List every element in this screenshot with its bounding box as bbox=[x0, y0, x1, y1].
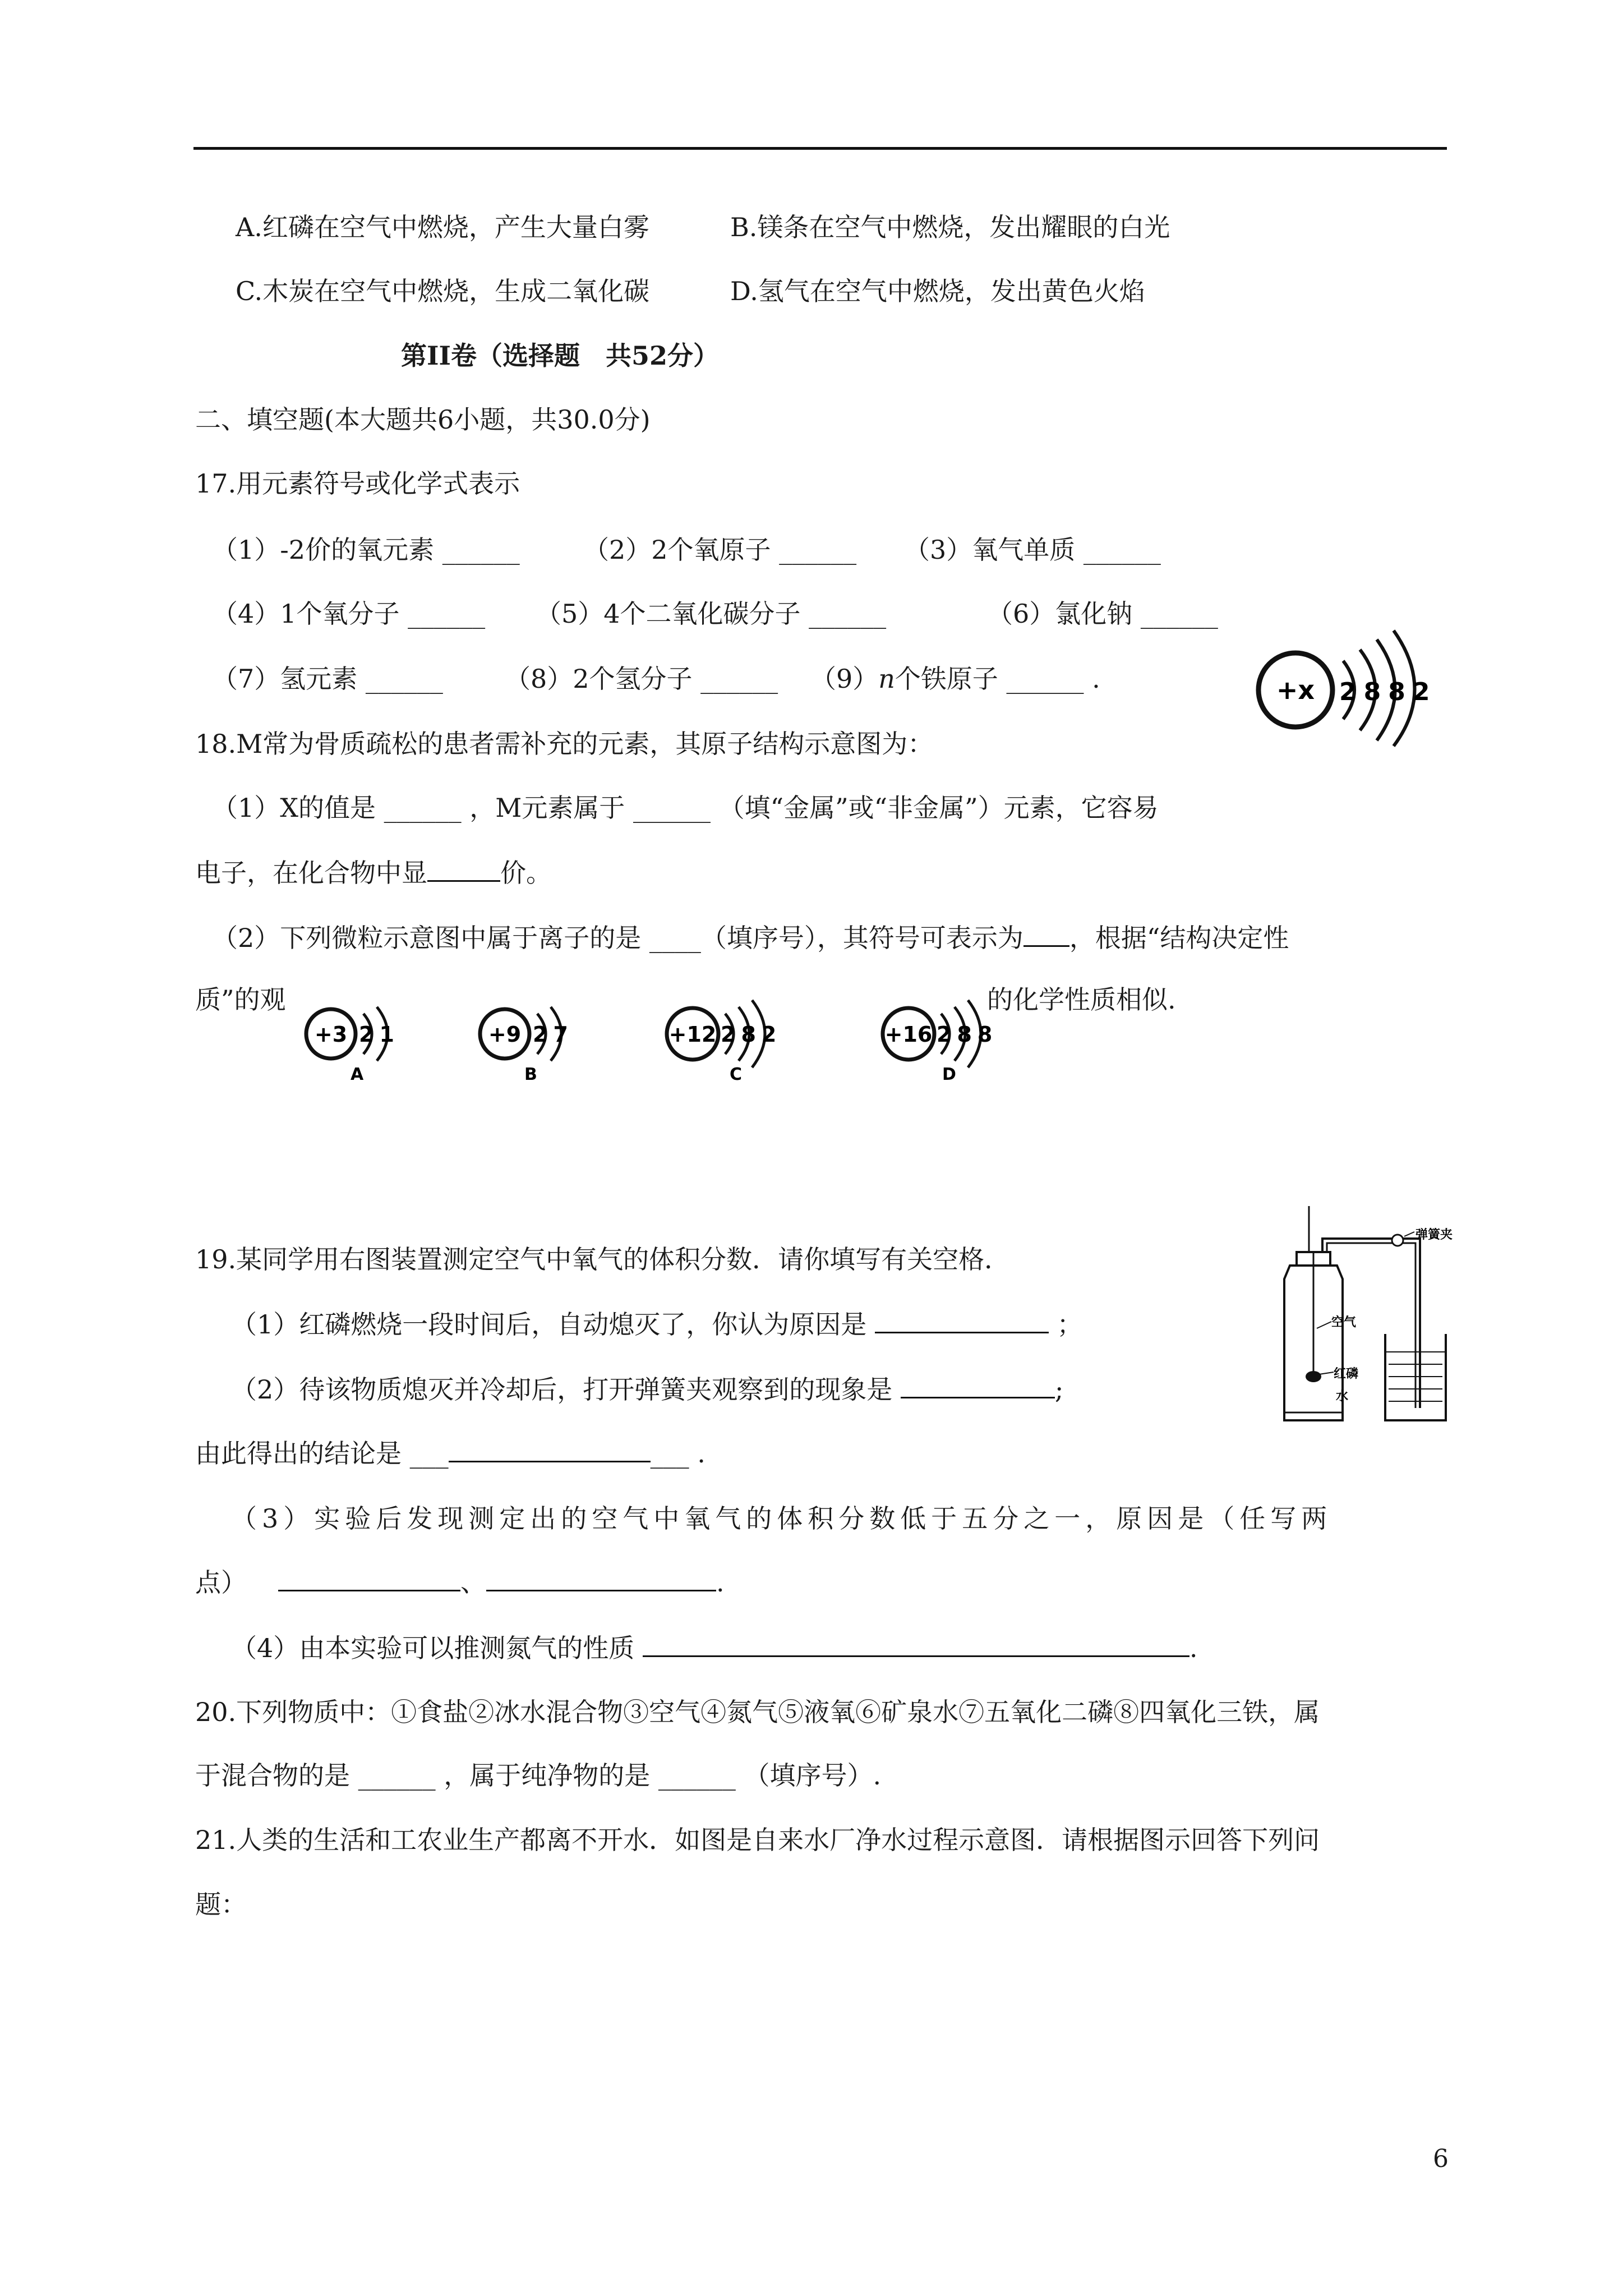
particle-d-nucleus: +16 bbox=[884, 1022, 933, 1047]
q19-part3-line1: （3）实验后发现测定出的空气中氧气的体积分数低于五分之一，原因是（任写两 bbox=[231, 1503, 1332, 1534]
label-red-phosphorus: 红磷 bbox=[1334, 1367, 1359, 1381]
q17-item-3: （3）氧气单质 ______ bbox=[904, 535, 1161, 565]
q19-part2: （2）待该物质熄灭并冷却后，打开弹簧夹观察到的现象是 ; bbox=[231, 1372, 1063, 1406]
q16-option-b: B.镁条在空气中燃烧，发出耀眼的白光 bbox=[730, 212, 1170, 242]
q21-line2: 题： bbox=[195, 1889, 247, 1920]
header-rule bbox=[193, 147, 1447, 150]
q19-part4: （4）由本实验可以推测氮气的性质 . bbox=[231, 1631, 1198, 1665]
particle-a-shells: 21 bbox=[359, 1022, 400, 1047]
q19-cause-1-blank[interactable] bbox=[278, 1565, 460, 1591]
particle-b-nucleus: +9 bbox=[488, 1022, 522, 1047]
particle-d-label: D bbox=[942, 1065, 956, 1084]
q16-option-a: A.红磷在空气中燃烧，产生大量白雾 bbox=[236, 212, 649, 242]
q19-stem: 19.某同学用右图装置测定空气中氧气的体积分数．请你填写有关空格． bbox=[195, 1244, 1011, 1274]
particle-a-label: A bbox=[351, 1065, 364, 1084]
q17-item-6: （6）氯化钠 ______ bbox=[987, 599, 1218, 629]
particle-d-shells: 288 bbox=[937, 1022, 998, 1047]
q20-line2: 于混合物的是 ______ ，属于纯净物的是 ______ （填序号）. bbox=[195, 1760, 882, 1791]
particle-a bbox=[297, 996, 409, 1085]
particle-c-nucleus: +12 bbox=[668, 1022, 717, 1047]
q18-part1-line2: 电子，在化合物中显 价。 bbox=[195, 855, 552, 890]
q19-part1: （1）红磷燃烧一段时间后，自动熄灭了，你认为原因是 ； bbox=[231, 1307, 1083, 1341]
q18-part2-line2-left: 质”的观 bbox=[195, 984, 286, 1015]
q18-symbol-blank[interactable] bbox=[1023, 921, 1069, 947]
q18-part2-line1: （2）下列微粒示意图中属于离子的是 ____（填序号），其符号可表示为 ，根据“结构决定性 bbox=[212, 921, 1289, 955]
section2-heading: 二、填空题(本大题共6小题，共30.0分) bbox=[195, 404, 651, 435]
q20-line1: 20.下列物质中：①食盐②冰水混合物③空气④氮气⑤液氧⑥矿泉水⑦五氧化二磷⑧四氧化三铁，属 bbox=[195, 1697, 1320, 1727]
q19-phenomenon-blank[interactable] bbox=[901, 1372, 1055, 1398]
q21-line1: 21.人类的生活和工农业生产都离不开水．如图是自来水厂净水过程示意图．请根据图示回答下列问 bbox=[195, 1825, 1320, 1855]
oxygen-measurement-apparatus bbox=[1267, 1206, 1453, 1425]
particle-b-label: B bbox=[524, 1065, 537, 1084]
particle-b-shells: 27 bbox=[533, 1022, 574, 1047]
atom-m-shells: 2882 bbox=[1339, 678, 1437, 706]
particle-c-label: C bbox=[730, 1065, 743, 1084]
atom-m-diagram bbox=[1251, 628, 1441, 746]
q19-conclusion: 由此得出的结论是 ___ ___ . bbox=[195, 1436, 706, 1470]
label-spring-clamp: 弹簧夹 bbox=[1415, 1228, 1453, 1242]
q17-item-5: （5）4个二氧化碳分子 ______ bbox=[536, 599, 887, 629]
label-water: 水 bbox=[1336, 1389, 1349, 1404]
q19-nitrogen-blank[interactable] bbox=[643, 1631, 1189, 1657]
particle-c-shells: 282 bbox=[721, 1022, 782, 1047]
q17-item-1: （1）-2价的氧元素 ______ bbox=[212, 535, 520, 565]
q18-part2-line2-right: 的化学性质相似. bbox=[987, 984, 1176, 1015]
q17-stem: 17.用元素符号或化学式表示 bbox=[195, 468, 520, 499]
particle-a-nucleus: +3 bbox=[314, 1022, 348, 1047]
page-number: 6 bbox=[1433, 2145, 1449, 2173]
q17-item-4: （4）1个氧分子 ______ bbox=[212, 599, 486, 629]
part2-title: 第II卷（选择题 共52分） bbox=[401, 341, 720, 371]
q16-option-d: D.氢气在空气中燃烧，发出黄色火焰 bbox=[730, 276, 1145, 306]
q18-stem: 18.M常为骨质疏松的患者需补充的元素，其原子结构示意图为： bbox=[195, 729, 934, 759]
q17-item-9: （9）n个铁原子 ______ . bbox=[810, 664, 1100, 694]
atom-m-nucleus: +x bbox=[1276, 675, 1315, 705]
q19-reason-blank[interactable] bbox=[875, 1307, 1049, 1333]
q19-part3-line2: 点） 、 . bbox=[195, 1565, 725, 1599]
q16-option-c: C.木炭在空气中燃烧，生成二氧化碳 bbox=[236, 276, 650, 306]
label-air: 空气 bbox=[1331, 1315, 1357, 1329]
particle-b bbox=[471, 996, 583, 1085]
q17-item-7: （7）氢元素 ______ bbox=[212, 664, 443, 694]
q17-item-2: （2）2个氧原子 ______ bbox=[583, 535, 857, 565]
particle-d bbox=[875, 996, 1009, 1085]
q18-part1-line1: （1）X的值是 ______ ，M元素属于 ______ （填“金属”或“非金属”）元素，它容易 bbox=[212, 793, 1159, 823]
q17-item-8: （8）2个氢分子 ______ bbox=[505, 664, 778, 694]
q19-cause-2-blank[interactable] bbox=[486, 1565, 716, 1591]
q18-valence-blank[interactable] bbox=[427, 855, 500, 882]
q19-conclusion-blank[interactable] bbox=[449, 1436, 651, 1462]
particle-c bbox=[659, 996, 794, 1085]
